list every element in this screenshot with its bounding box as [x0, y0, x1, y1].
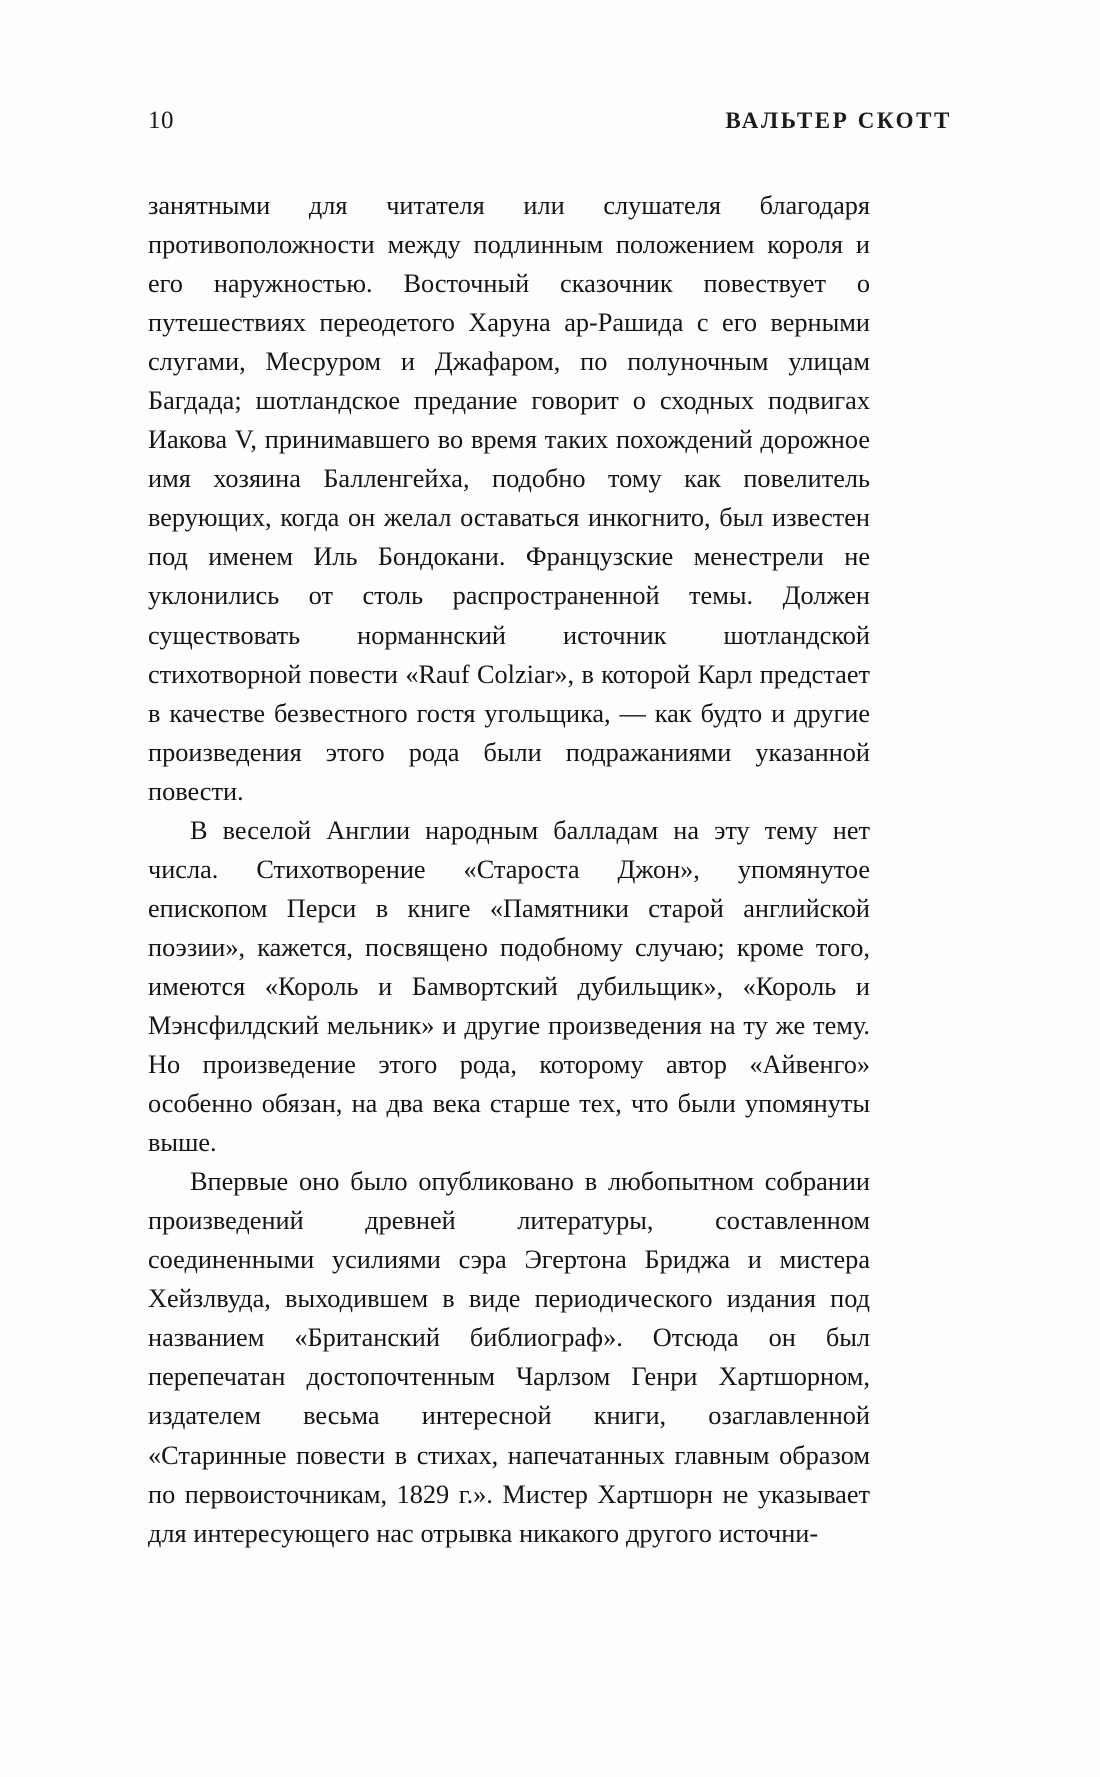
- paragraph-1: занятными для читателя или слушателя благодаря противоположности между подлинным положением короля и его наружностью. Восточный сказочник повествует о путешествиях переодетого Харуна ар-Рашида с его верными слугами, Месруром и Джафаром, по полуночным улицам Багдада; шотландское предание говорит о сходных подвигах Иакова V, принимавшего во время таких похождений дорожное имя хозяина Балленгейха, подобно тому как повелитель верующих, когда он желал оставаться инкогнито, был известен под именем Иль Бондокани. Французские менестрели не уклонились от столь распространенной темы. Должен существовать норманнский источник шотландской стихотворной повести «Rauf Colziar», в которой Карл предстает в качестве безвестного гостя угольщика, — как будто и другие произведения этого рода были подражаниями указанной повести.: [148, 191, 870, 806]
- body-text-block: [148, 186, 870, 1553]
- paragraph-3: Впервые оно было опубликовано в любопытном собрании произведений древней литературы, составленном соединенными усилиями сэра Эгертона Бриджа и мистера Хейзлвуда, выходившем в виде периодического издания под названием «Британский библиограф». Отсюда он был перепечатан достопочтенным Чарлзом Генри Хартшорном, издателем весьма интересной книги, озаглавленной «Старинные повести в стихах, напечатанных главным образом по первоисточникам, 1829 г.». Мистер Хартшорн не указывает для интересующего нас отрывка никакого другого источни-: [148, 1167, 870, 1548]
- paragraph-2: В веселой Англии народным балладам на эту тему нет числа. Стихотворение «Староста Джон», упомянутое епископом Перси в книге «Памятники старой английской поэзии», кажется, посвящено подобному случаю; кроме того, имеются «Король и Бамвортский дубильщик», «Король и Мэнсфилдский мельник» и другие произведения на ту же тему. Но произведение этого рода, которому автор «Айвенго» особенно обязан, на два века старше тех, что были упомянуты выше.: [148, 815, 870, 1158]
- running-head-author: ВАЛЬТЕР СКОТТ: [725, 108, 952, 133]
- page-number: 10: [148, 107, 174, 134]
- running-header: [148, 108, 952, 148]
